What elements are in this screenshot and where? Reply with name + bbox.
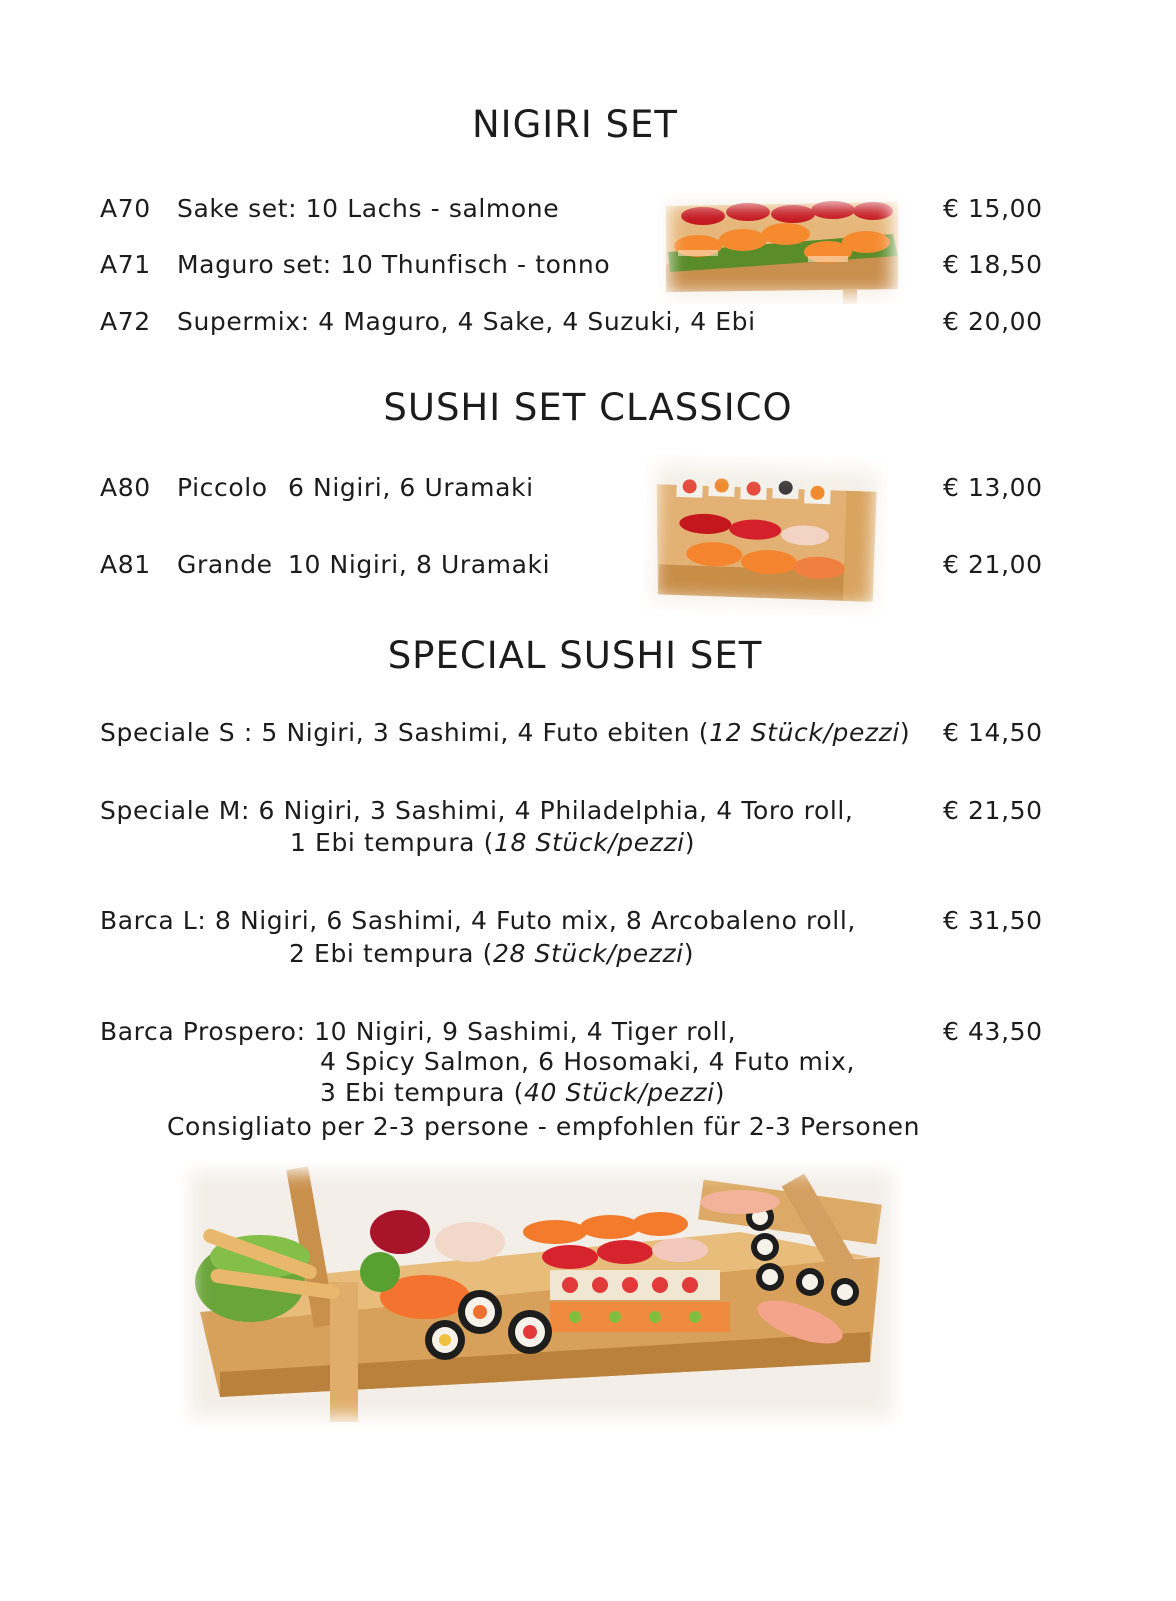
item-piece-count: 40 Stück/pezzi [523, 1078, 715, 1107]
item-price: € 13,00 [943, 473, 1043, 502]
item-note: Consigliato per 2-3 persone - empfohlen für 2-3 Personen [167, 1112, 921, 1141]
item-price: € 18,50 [943, 250, 1043, 279]
item-code: A81 [100, 550, 151, 579]
item-text-end: ) [899, 718, 911, 747]
item-description: Barca Prospero: 10 Nigiri, 9 Sashimi, 4 Tiger roll, [100, 1017, 737, 1046]
item-description: Barca L: 8 Nigiri, 6 Sashimi, 4 Futo mix, 8 Arcobaleno roll, [100, 906, 856, 935]
item-description: Sake set: 10 Lachs - salmone [177, 194, 560, 223]
item-name: Grande [177, 550, 273, 579]
item-price: € 14,50 [943, 718, 1043, 747]
item-price: € 20,00 [943, 307, 1043, 336]
item-description: 6 Nigiri, 6 Uramaki [288, 473, 534, 502]
item-text: 1 Ebi tempura ( [290, 828, 494, 857]
item-text: Speciale S : 5 Nigiri, 3 Sashimi, 4 Futo ebiten ( [100, 718, 710, 747]
item-price: € 43,50 [943, 1017, 1043, 1046]
section-title-classico: SUSHI SET CLASSICO [383, 386, 793, 429]
item-code: A71 [100, 250, 151, 279]
item-code: A80 [100, 473, 151, 502]
section-title-special: SPECIAL SUSHI SET [387, 634, 763, 677]
item-description: Supermix: 4 Maguro, 4 Sake, 4 Suzuki, 4 Ebi [177, 307, 756, 336]
item-text: 2 Ebi tempura ( [289, 939, 493, 968]
item-name: Piccolo [177, 473, 268, 502]
item-description-continued [289, 939, 694, 968]
item-text-end: ) [714, 1078, 726, 1107]
item-text: 3 Ebi tempura ( [320, 1078, 524, 1107]
item-description: 10 Nigiri, 8 Uramaki [288, 550, 551, 579]
item-price: € 15,00 [943, 194, 1043, 223]
item-description-continued [320, 1078, 725, 1107]
item-piece-count: 12 Stück/pezzi [709, 718, 900, 747]
item-description-continued: 4 Spicy Salmon, 6 Hosomaki, 4 Futo mix, [320, 1047, 855, 1076]
item-text-end: ) [683, 939, 695, 968]
item-price: € 21,00 [943, 550, 1043, 579]
item-piece-count: 28 Stück/pezzi [492, 939, 684, 968]
item-price: € 31,50 [943, 906, 1043, 935]
nigiri-platter-photo [658, 194, 903, 304]
item-code: A70 [100, 194, 151, 223]
item-description-continued [290, 828, 695, 857]
item-piece-count: 18 Stück/pezzi [493, 828, 685, 857]
sushi-boat-large-photo [180, 1162, 902, 1427]
item-description: Speciale M: 6 Nigiri, 3 Sashimi, 4 Philadelphia, 4 Toro roll, [100, 796, 854, 825]
section-title-nigiri: NIGIRI SET [471, 103, 679, 146]
item-code: A72 [100, 307, 151, 336]
sushi-boat-small-photo [642, 454, 887, 617]
item-description: Maguro set: 10 Thunfisch - tonno [177, 250, 611, 279]
item-text-end: ) [684, 828, 696, 857]
item-description [100, 718, 910, 747]
item-price: € 21,50 [943, 796, 1043, 825]
